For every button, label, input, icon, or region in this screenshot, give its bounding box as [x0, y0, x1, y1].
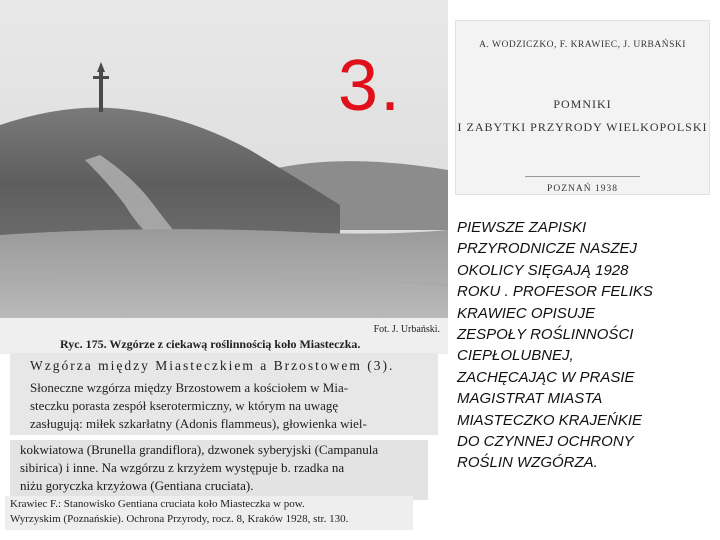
clipping-line: Krawiec F.: Stanowisko Gentiana cruciata koło Miasteczka w pow.: [10, 498, 305, 510]
photo-credit: Fot. J. Urbański.: [373, 324, 440, 335]
foreground-field: [0, 229, 448, 318]
photo-caption: Ryc. 175. Wzgórze z ciekawą roślinnością koło Miasteczka.: [60, 337, 361, 351]
hill-photo: [0, 0, 448, 318]
clipping-line: kokwiatowa (Brunella grandiflora), dzwonek syberyjski (Campanula: [20, 442, 379, 457]
book-authors: A. WODZICZKO, F. KRAWIEC, J. URBAŃSKI: [479, 40, 686, 50]
clipping-line: Wyrzyskim (Poznańskie). Ochrona Przyrody, rocz. 8, Kraków 1928, str. 130.: [10, 513, 349, 525]
text-clipping-2: [10, 440, 428, 500]
photo-caption-strip: [0, 318, 448, 354]
text-clipping-1: [10, 353, 438, 435]
clipping-line: steczku porasta zespół kserotermiczny, w którym na uwagę: [30, 398, 339, 413]
clipping-line: niżu goryczka krzyżowa (Gentiana cruciata).: [20, 478, 254, 493]
book-divider: [525, 176, 640, 177]
book-place-year: POZNAŃ 1938: [547, 184, 618, 194]
book-title-line-1: POMNIKI: [553, 97, 612, 111]
clipping-line: zasługują: miłek szkarłatny (Adonis flammeus), głowienka wiel-: [30, 416, 367, 431]
text-clipping-3: [5, 496, 413, 530]
book-title-page: [455, 20, 710, 195]
description-text: PIEWSZE ZAPISKI PRZYRODNICZE NASZEJ OKOLICY SIĘGAJĄ 1928 ROKU . PROFESOR FELIKS KRAWIEC OPISUJE ZESPOŁY ROŚLINNOŚCI CIEPŁOLUBNEJ, ZACHĘCAJĄC W PRASIE MAGISTRAT MIASTA MIASTECZKO KRAJEŃKIE DO CZYNNEJ OCHRONY ROŚLIN WZGÓRZA.: [457, 219, 653, 472]
clipping-line: Słoneczne wzgórza między Brzostowem a kościołem w Mia-: [30, 380, 349, 395]
clipping-line: sibirica) i inne. Na wzgórzu z krzyżem występuje b. rzadka na: [20, 460, 345, 475]
clipping-heading: Wzgórza między Miasteczkiem a Brzostowem (3).: [30, 358, 395, 373]
slide-number: 3.: [338, 46, 403, 126]
book-title-line-2: I ZABYTKI PRZYRODY WIELKOPOLSKI: [457, 120, 708, 134]
